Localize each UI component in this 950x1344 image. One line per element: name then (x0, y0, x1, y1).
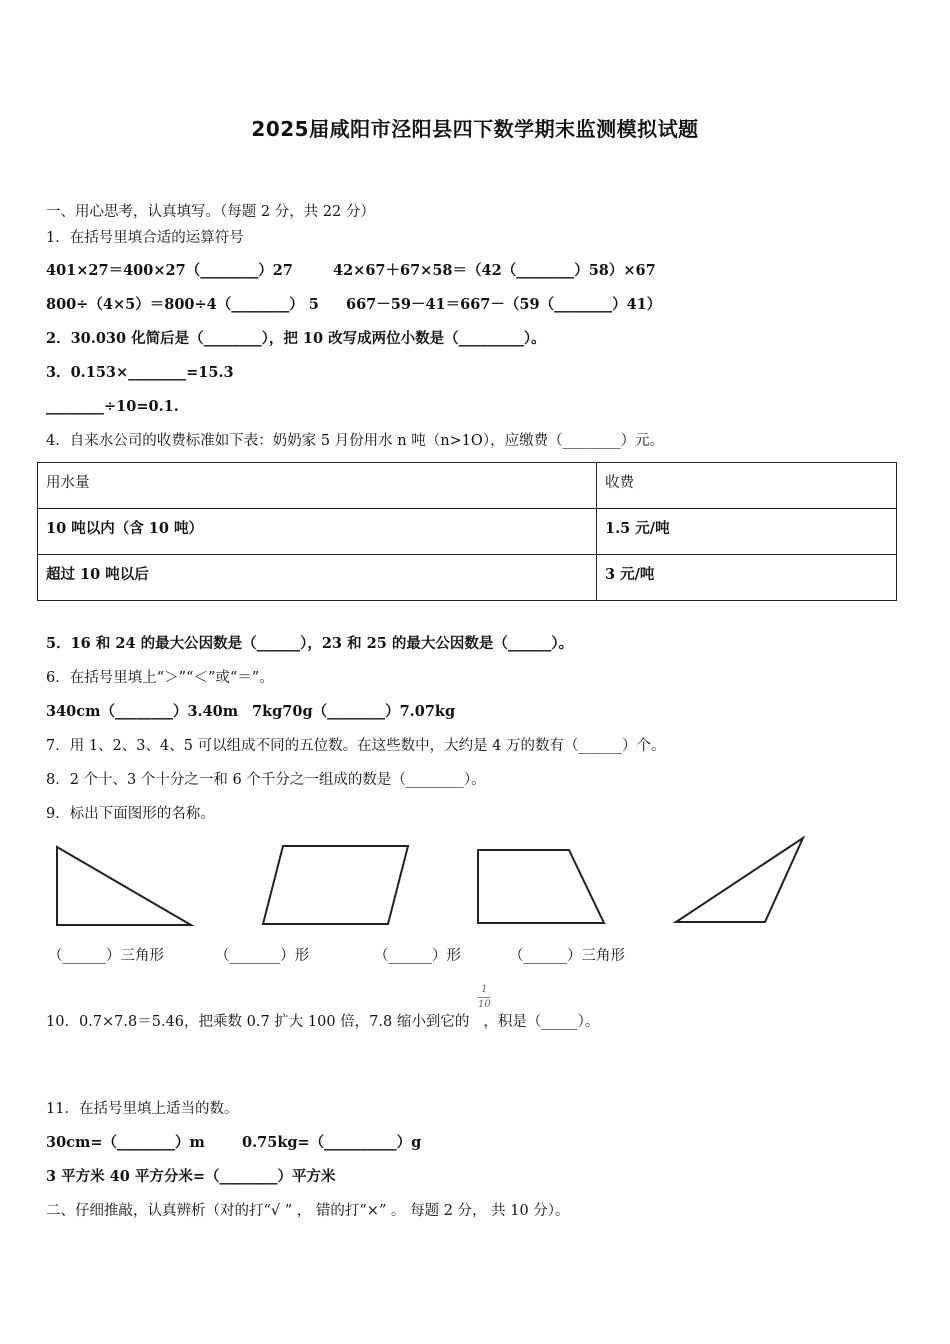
q10-before: 10．0.7×7.8＝5.46，把乘数 0.7 扩大 100 倍，7.8 缩小到它的 (46, 1014, 470, 1030)
table-header-cell: 收费 (597, 463, 897, 509)
q6-row-b: 7kg70g（________）7.07kg (252, 703, 456, 720)
table-row (38, 509, 897, 555)
q1-row1-a: 401×27＝400×27（________）27 (46, 262, 293, 279)
q11-row2: 3 平方米 40 平方分米=（________）平方米 (46, 1168, 336, 1185)
shape-label-2: （_______）形 (215, 948, 310, 964)
table-cell: 超过 10 吨以后 (38, 555, 597, 601)
q11-stem: 11．在括号里填上适当的数。 (46, 1101, 239, 1117)
fraction-denominator: 10 (478, 999, 491, 1010)
table-cell: 10 吨以内（含 10 吨） (38, 509, 597, 555)
q3-line2: ________÷10=0.1. (46, 398, 179, 415)
shape-label-3: （______）形 (374, 948, 461, 964)
q1-row2-b: 667－59－41＝667－（59（________）41） (346, 296, 662, 313)
fraction-bar (478, 997, 490, 998)
section1-header: 一、用心思考，认真填写。（每题 2 分，共 22 分） (46, 204, 375, 220)
q9-stem: 9．标出下面图形的名称。 (46, 806, 215, 822)
obtuse-triangle-shape (676, 838, 803, 922)
shape-label-4: （______）三角形 (509, 948, 625, 964)
page-title: 2025届咸阳市泾阳县四下数学期末监测模拟试题 (251, 117, 699, 141)
fraction-numerator: 1 (481, 984, 488, 995)
q6-row-a: 340cm（________）3.40m (46, 703, 239, 720)
water-fee-table (37, 462, 897, 601)
shapes-figure (0, 830, 950, 940)
q10-text (46, 1012, 599, 1032)
section2-header: 二、仔细推敲，认真辨析（对的打“√ ” ， 错的打“×” 。 每题 2 分， 共 10 分）。 (46, 1203, 570, 1219)
q10-after: ，积是（_____）。 (483, 1014, 600, 1030)
q11-row1-a: 30cm=（________）m (46, 1134, 205, 1151)
q5-text: 5．16 和 24 的最大公因数是（______），23 和 25 的最大公因数是（______）。 (46, 635, 574, 652)
table-header-cell: 用水量 (38, 463, 597, 509)
table-cell: 1.5 元/吨 (597, 509, 897, 555)
q7-text: 7．用 1、2、3、4、5 可以组成不同的五位数。在这些数中，大约是 4 万的数有（______）个。 (46, 738, 666, 754)
shape-label-1: （______）三角形 (48, 948, 164, 964)
trapezoid-shape (478, 850, 604, 923)
table-cell: 3 元/吨 (597, 555, 897, 601)
q8-text: 8．2 个十、3 个十分之一和 6 个千分之一组成的数是（________）。 (46, 772, 486, 788)
q11-row1-b: 0.75kg=（__________）g (242, 1134, 422, 1151)
q2-text: 2．30.030 化简后是（________），把 10 改写成两位小数是（_________）。 (46, 330, 546, 347)
q1-row2-a: 800÷（4×5）＝800÷4（________） 5 (46, 296, 319, 313)
table-header-row (38, 463, 897, 509)
q1-stem: 1．在括号里填合适的运算符号 (46, 230, 244, 246)
parallelogram-shape (263, 846, 408, 924)
table-row (38, 555, 897, 601)
q3-line1: 3．0.153×________=15.3 (46, 364, 234, 381)
q1-row1-b: 42×67＋67×58＝（42（________）58）×67 (333, 262, 656, 279)
right-triangle-shape (57, 847, 191, 925)
q4-stem: 4．自来水公司的收费标准如下表：奶奶家 5 月份用水 n 吨（n>1O），应缴费（________）元。 (46, 433, 665, 449)
fraction-one-tenth (478, 984, 491, 1011)
q6-stem: 6．在括号里填上“＞”“＜”或“＝”。 (46, 670, 274, 686)
